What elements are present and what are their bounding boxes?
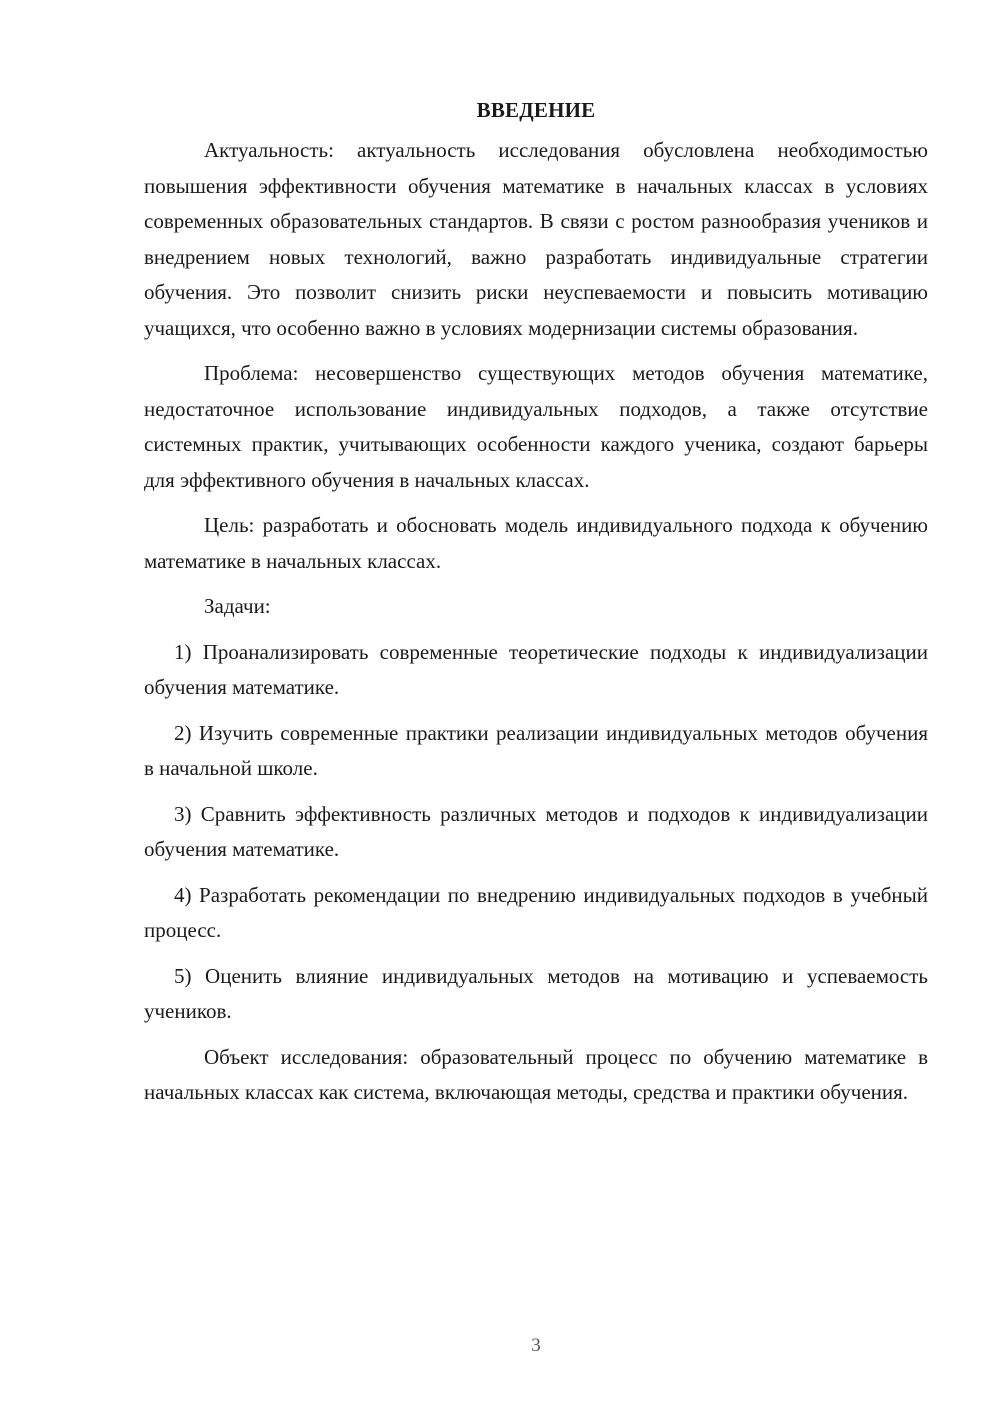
task-item: 1) Проанализировать современные теоретические подходы к индивидуализации обучения математике. bbox=[144, 639, 928, 699]
paragraph-relevance: Актуальность: актуальность исследования обусловлена необходимостью повышения эффективности обучения математике в начальных классах в условиях современных образовательных стандартов. В связи с ростом разнообразия учеников и внедрением новых технологий, важно разработать индивидуальные стратегии обучения. Это позволит снизить риски неуспеваемости и повысить мотивацию учащихся, что особенно важно в условиях модернизации системы образования. bbox=[144, 138, 928, 340]
task-item: 5) Оценить влияние индивидуальных методов на мотивацию и успеваемость учеников. bbox=[144, 963, 928, 1023]
page-content bbox=[144, 92, 928, 1121]
paragraph-object: Объект исследования: образовательный процесс по обучению математике в начальных классах как система, включающая методы, средства и практики обучения. bbox=[144, 1044, 928, 1104]
paragraph-goal: Цель: разработать и обосновать модель индивидуального подхода к обучению математике в начальных классах. bbox=[144, 513, 928, 573]
page-title: ВВЕДЕНИЕ bbox=[476, 98, 596, 122]
task-item: 2) Изучить современные практики реализации индивидуальных методов обучения в начальной школе. bbox=[144, 720, 928, 780]
task-item: 4) Разработать рекомендации по внедрению индивидуальных подходов в учебный процесс. bbox=[144, 882, 928, 942]
page-number: 3 bbox=[531, 1335, 541, 1356]
paragraph-problem: Проблема: несовершенство существующих методов обучения математике, недостаточное использование индивидуальных подходов, а также отсутствие системных практик, учитывающих особенности каждого ученика, создают барьеры для эффективного обучения в начальных классах. bbox=[144, 361, 928, 492]
tasks-heading: Задачи: bbox=[204, 594, 271, 618]
task-item: 3) Сравнить эффективность различных методов и подходов к индивидуализации обучения математике. bbox=[144, 801, 928, 861]
